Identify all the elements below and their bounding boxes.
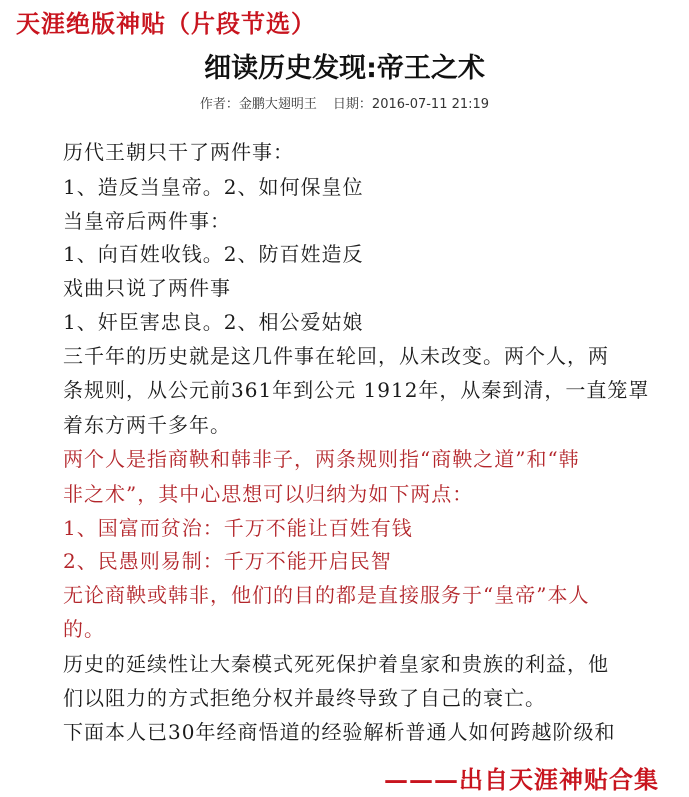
banner-title: 天涯绝版神贴（片段节选） (16, 9, 316, 38)
author-label: 作者：金鹏大翅明王 (199, 97, 317, 112)
body-line: 们以阻力的方式拒绝分权并最终导致了自己的衰亡。 (63, 686, 546, 710)
body-line: 1、奸臣害忠良。2、相公爱姑娘 (63, 310, 364, 334)
date-label: 日期：2016-07-11 21:19 (332, 97, 490, 112)
body-line: 条规则，从公元前361年到公元 1912年，从秦到清，一直笼罩 (63, 378, 650, 402)
highlight-line: 两个人是指商鞅和韩非子，两条规则指“商鞅之道”和“韩 (63, 447, 580, 471)
article-meta (0, 93, 689, 112)
body-line: 1、向百姓收钱。2、防百姓造反 (63, 242, 364, 266)
body-line: 历史的延续性让大秦模式死死保护着皇家和贵族的利益，他 (63, 652, 609, 676)
highlight-line: 2、民愚则易制：千万不能开启民智 (63, 549, 392, 573)
article-title: 细读历史发现:帝王之术 (204, 53, 485, 84)
body-line: 着东方两千多年。 (63, 413, 231, 437)
highlight-line: 无论商鞅或韩非，他们的目的都是直接服务于“皇帝”本人 (63, 583, 590, 607)
body-line: 三千年的历史就是这几件事在轮回，从未改变。两个人，两 (63, 344, 609, 368)
body-line: 1、造反当皇帝。2、如何保皇位 (63, 175, 364, 199)
highlight-line: 1、国富而贫治：千万不能让百姓有钱 (63, 516, 413, 540)
body-line: 历代王朝只干了两件事： (63, 140, 294, 164)
body-line: 当皇帝后两件事： (63, 209, 231, 233)
body-line: 下面本人已30年经商悟道的经验解析普通人如何跨越阶级和 (63, 720, 616, 744)
body-line: 戏曲只说了两件事 (63, 276, 231, 300)
highlight-line: 的。 (63, 617, 105, 641)
source-footer: ———出自天涯神贴合集 (384, 765, 659, 794)
highlight-line: 非之术”，其中心思想可以归纳为如下两点： (63, 482, 474, 506)
